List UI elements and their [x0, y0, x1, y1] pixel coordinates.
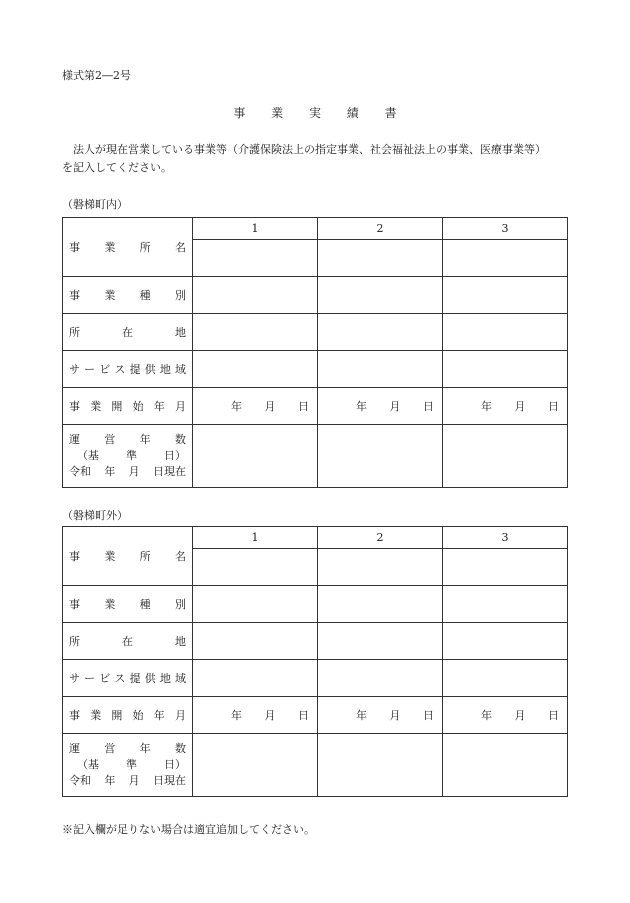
- business-type-cell-1[interactable]: [193, 586, 318, 623]
- business-type-cell-3[interactable]: [443, 277, 568, 314]
- business-record-table-inside: [62, 217, 568, 488]
- row-label-location: 所 在 地: [63, 314, 193, 351]
- service-area-cell-1[interactable]: [193, 351, 318, 388]
- operating-years-cell-1[interactable]: [193, 425, 318, 488]
- footnote: ※記入欄が足りない場合は適宜追加してください。: [62, 823, 315, 836]
- row-label-service-area: サ ー ビ ス 提 供 地 域: [63, 660, 193, 697]
- row-label-start-date: 事 業 開 始 年 月: [63, 697, 193, 734]
- column-header-3: 3: [443, 218, 568, 240]
- column-header-2: 2: [318, 527, 443, 549]
- intro-text-line-2: を記入してください。: [62, 161, 172, 174]
- business-type-cell-3[interactable]: [443, 586, 568, 623]
- office-name-cell-3[interactable]: [443, 549, 568, 586]
- row-label-business-type: 事 業 種 別: [63, 277, 193, 314]
- operating-years-cell-2[interactable]: [318, 734, 443, 797]
- business-record-table-outside: [62, 526, 568, 797]
- office-name-cell-2[interactable]: [318, 549, 443, 586]
- business-type-cell-2[interactable]: [318, 277, 443, 314]
- row-label-start-date: 事 業 開 始 年 月: [63, 388, 193, 425]
- office-name-cell-1[interactable]: [193, 549, 318, 586]
- intro-text-line-1: 法人が現在営業している事業等（介護保険法上の指定事業、社会福祉法上の事業、医療事業等）: [62, 143, 546, 156]
- start-date-cell-2[interactable]: 年 月 日: [318, 697, 443, 734]
- column-header-3: 3: [443, 527, 568, 549]
- location-cell-2[interactable]: [318, 314, 443, 351]
- row-label-business-type: 事 業 種 別: [63, 586, 193, 623]
- row-label-operating-years: 運 営 年 数 （基 準 日） 令和 年 月 日現在: [63, 425, 193, 488]
- row-label-location: 所 在 地: [63, 623, 193, 660]
- location-cell-3[interactable]: [443, 623, 568, 660]
- form-number: 様式第2―2号: [62, 69, 131, 82]
- column-header-1: 1: [193, 218, 318, 240]
- row-label-office-name: 事 業 所 名: [63, 218, 193, 277]
- start-date-cell-2[interactable]: 年 月 日: [318, 388, 443, 425]
- operating-years-cell-3[interactable]: [443, 425, 568, 488]
- service-area-cell-1[interactable]: [193, 660, 318, 697]
- office-name-cell-1[interactable]: [193, 240, 318, 277]
- service-area-cell-3[interactable]: [443, 660, 568, 697]
- start-date-cell-3[interactable]: 年 月 日: [443, 388, 568, 425]
- office-name-cell-3[interactable]: [443, 240, 568, 277]
- column-header-2: 2: [318, 218, 443, 240]
- operating-years-cell-3[interactable]: [443, 734, 568, 797]
- service-area-cell-3[interactable]: [443, 351, 568, 388]
- row-label-office-name: 事 業 所 名: [63, 527, 193, 586]
- location-cell-3[interactable]: [443, 314, 568, 351]
- row-label-service-area: サ ー ビ ス 提 供 地 域: [63, 351, 193, 388]
- service-area-cell-2[interactable]: [318, 351, 443, 388]
- location-cell-1[interactable]: [193, 623, 318, 660]
- operating-years-cell-1[interactable]: [193, 734, 318, 797]
- operating-years-cell-2[interactable]: [318, 425, 443, 488]
- document-title: 事 業 実 績 書: [233, 106, 408, 120]
- business-type-cell-1[interactable]: [193, 277, 318, 314]
- start-date-cell-1[interactable]: 年 月 日: [193, 388, 318, 425]
- start-date-cell-3[interactable]: 年 月 日: [443, 697, 568, 734]
- section-label-outside: （磐梯町外）: [62, 509, 128, 522]
- section-label-inside: （磐梯町内）: [62, 198, 128, 211]
- service-area-cell-2[interactable]: [318, 660, 443, 697]
- start-date-cell-1[interactable]: 年 月 日: [193, 697, 318, 734]
- office-name-cell-2[interactable]: [318, 240, 443, 277]
- location-cell-1[interactable]: [193, 314, 318, 351]
- column-header-1: 1: [193, 527, 318, 549]
- row-label-operating-years: 運 営 年 数 （基 準 日） 令和 年 月 日現在: [63, 734, 193, 797]
- location-cell-2[interactable]: [318, 623, 443, 660]
- business-type-cell-2[interactable]: [318, 586, 443, 623]
